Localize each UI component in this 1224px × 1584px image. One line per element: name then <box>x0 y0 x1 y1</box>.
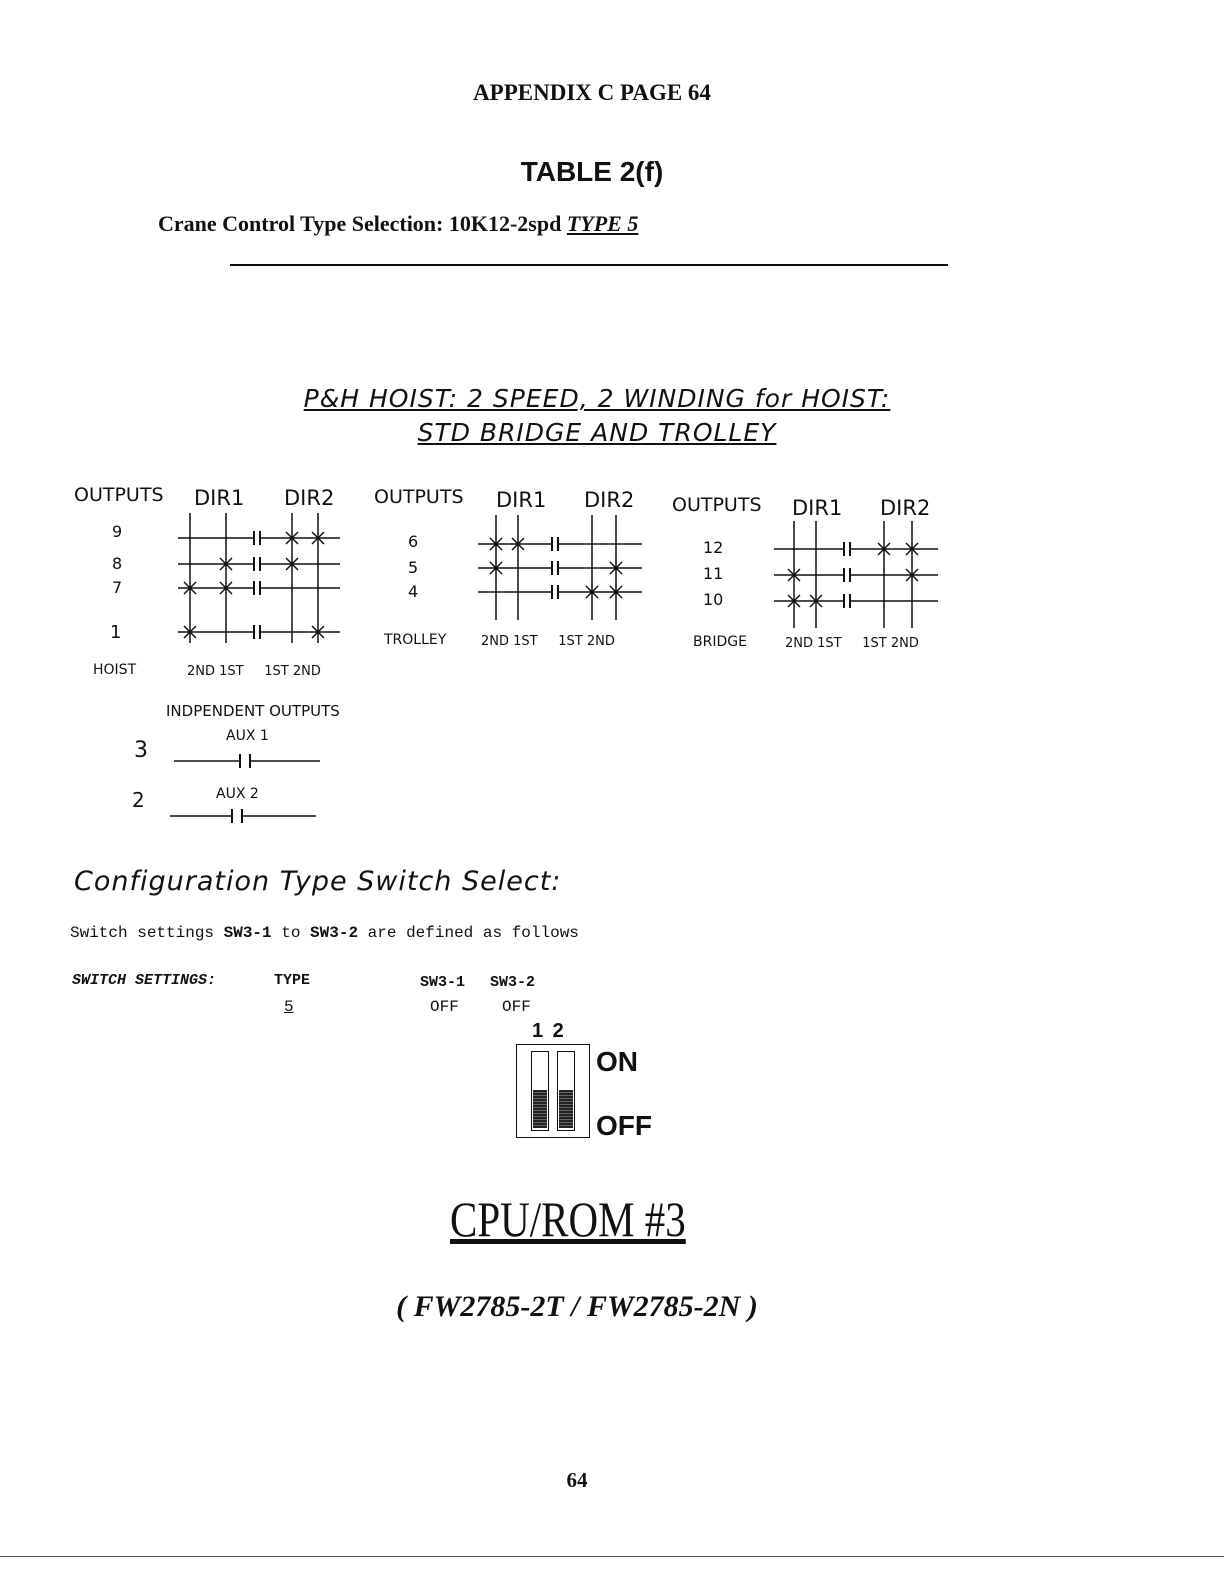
sw2-label: SW3-2 <box>490 974 536 991</box>
description-sw2: SW3-2 <box>310 924 359 942</box>
independent-outputs-title: INDPENDENT OUTPUTS <box>166 702 340 720</box>
dip-switch-2 <box>557 1051 575 1131</box>
bridge-dir1-label: DIR1 <box>792 496 843 520</box>
off-label: OFF <box>596 1110 652 1141</box>
dip-switch-numbers: 1 2 <box>532 1020 566 1042</box>
trolley-outputs-label: OUTPUTS <box>374 486 464 508</box>
aux1-output-number: 3 <box>134 738 148 763</box>
trolley-row-label: 5 <box>408 558 419 577</box>
table-title: TABLE 2(f) <box>520 156 664 187</box>
trolley-ladder-diagram <box>470 510 650 626</box>
scan-bottom-line <box>0 1556 1224 1557</box>
hoist-row-label: 1 <box>110 622 122 643</box>
aux1-label: AUX 1 <box>226 728 269 744</box>
independent-outputs-contacts <box>166 744 326 824</box>
hoist-dir2-label: DIR2 <box>284 486 335 510</box>
description-text: to <box>271 924 311 942</box>
switch-settings-label: SWITCH SETTINGS: <box>72 972 217 989</box>
diagram-title-line2: STD BRIDGE AND TROLLEY <box>417 418 777 447</box>
aux2-output-number: 2 <box>132 788 145 812</box>
firmware-label: ( FW2785-2T / FW2785-2N ) <box>396 1290 758 1323</box>
page-number: 64 <box>566 1468 588 1492</box>
hoist-row-label: 7 <box>112 578 123 597</box>
dip-switch-2-lever <box>559 1090 573 1128</box>
bridge-speeds: 2ND 1ST 1ST 2ND <box>785 636 919 651</box>
trolley-row-label: 6 <box>408 532 419 551</box>
type-value: 5 <box>284 998 294 1016</box>
bridge-outputs-label: OUTPUTS <box>672 494 762 516</box>
sw1-value: OFF <box>430 998 459 1016</box>
selection-label: Crane Control Type Selection: 10K12-2spd <box>158 211 562 236</box>
config-description <box>70 924 579 942</box>
bridge-dir2-label: DIR2 <box>880 496 931 520</box>
dip-switch <box>516 1044 590 1138</box>
cpu-rom-label: CPU/ROM #3 <box>450 1191 686 1247</box>
type-label: TYPE <box>274 972 311 989</box>
description-text: Switch settings <box>70 924 224 942</box>
trolley-dir2-label: DIR2 <box>584 488 635 512</box>
dip-switch-1 <box>531 1051 549 1131</box>
hoist-dir1-label: DIR1 <box>194 486 245 510</box>
hoist-row-label: 8 <box>112 554 123 573</box>
selection-line <box>158 211 638 237</box>
bridge-name: BRIDGE <box>693 634 747 650</box>
diagram-title-line1: P&H HOIST: 2 SPEED, 2 WINDING for HOIST: <box>303 384 891 413</box>
trolley-speeds: 2ND 1ST 1ST 2ND <box>481 634 615 649</box>
hoist-name: HOIST <box>93 662 137 678</box>
config-heading: Configuration Type Switch Select: <box>74 866 562 897</box>
description-text: are defined as follows <box>358 924 579 942</box>
trolley-dir1-label: DIR1 <box>496 488 547 512</box>
trolley-row-label: 4 <box>408 582 419 601</box>
header-rule <box>230 264 948 266</box>
hoist-ladder-diagram <box>170 508 350 648</box>
bridge-ladder-diagram <box>766 516 946 634</box>
sw2-value: OFF <box>502 998 531 1016</box>
dip-switch-1-lever <box>533 1090 547 1128</box>
sw1-label: SW3-1 <box>420 974 466 991</box>
on-label: ON <box>596 1046 638 1077</box>
bridge-row-label: 10 <box>703 590 724 609</box>
trolley-name: TROLLEY <box>384 632 447 648</box>
description-sw1: SW3-1 <box>223 924 272 942</box>
selection-type: TYPE 5 <box>566 211 639 236</box>
hoist-outputs-label: OUTPUTS <box>74 484 164 506</box>
hoist-row-label: 9 <box>112 522 123 541</box>
hoist-speeds: 2ND 1ST 1ST 2ND <box>187 664 321 679</box>
bridge-row-label: 12 <box>703 538 724 557</box>
appendix-header: APPENDIX C PAGE 64 <box>473 80 711 105</box>
bridge-row-label: 11 <box>703 564 724 583</box>
aux2-label: AUX 2 <box>216 786 259 802</box>
